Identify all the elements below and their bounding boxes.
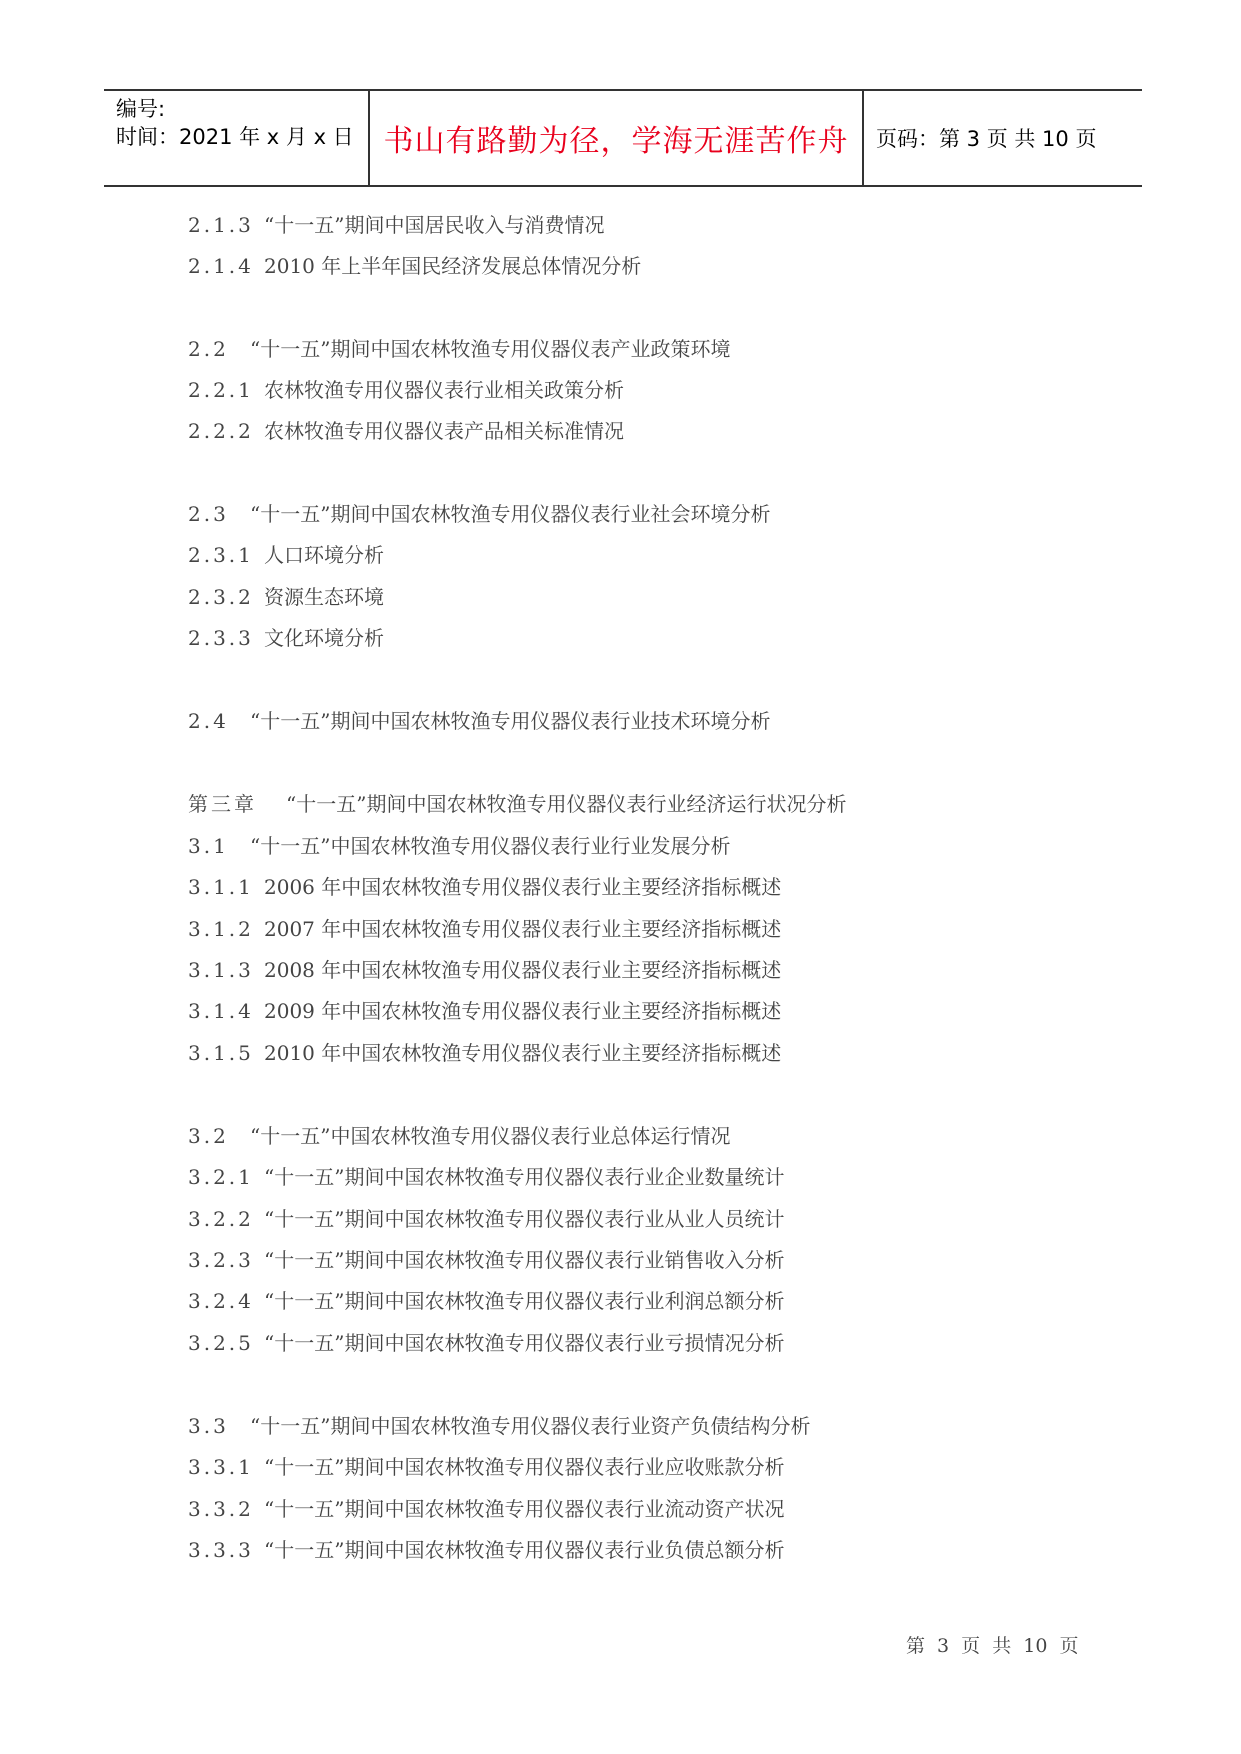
toc-entry-number: 3.1.2 [188,917,254,941]
toc-entry-title: “十一五”期间中国农林牧渔专用仪器仪表行业企业数量统计 [264,1165,785,1189]
toc-entry [188,1122,730,1150]
toc-entry [188,873,781,901]
toc-entry [188,541,384,569]
toc-entry [188,1412,810,1440]
toc-entry [188,376,624,404]
toc-entry-title: “十一五”期间中国农林牧渔专用仪器仪表行业应收账款分析 [264,1455,785,1479]
toc-entry [188,1495,784,1523]
toc-entry [188,1039,781,1067]
toc-entry-title: “十一五”期间中国农林牧渔专用仪器仪表产业政策环境 [250,337,731,361]
toc-entry-number: 第三章 [188,792,257,816]
toc-entry [188,1536,784,1564]
toc-entry [188,956,781,984]
toc-entry-number: 2.2 [188,337,229,361]
toc-entry-number: 3.2.5 [188,1331,254,1355]
toc-entry-number: 2.3.1 [188,543,254,567]
toc-entry-title: “十一五”期间中国农林牧渔专用仪器仪表行业资产负债结构分析 [250,1414,811,1438]
toc-entry-number: 2.3.3 [188,626,254,650]
toc-entry [188,1163,784,1191]
toc-entry-number: 3.2.1 [188,1165,254,1189]
toc-entry-number: 3.1.5 [188,1041,254,1065]
toc-entry-title: 2007 年中国农林牧渔专用仪器仪表行业主要经济指标概述 [264,917,782,941]
header-motto: 书山有路勤为径，学海无涯苦作舟 [383,124,849,159]
toc-entry [188,417,624,445]
page-footer-number: 第 3 页 共 10 页 [906,1635,1079,1657]
toc-entry [188,707,770,735]
toc-entry-number: 3.2.3 [188,1248,254,1272]
toc-entry-title: “十一五”期间中国农林牧渔专用仪器仪表行业销售收入分析 [264,1248,785,1272]
toc-entry-number: 3.3.2 [188,1497,254,1521]
toc-entry [188,1246,784,1274]
toc-entry-title: “十一五”期间中国农林牧渔专用仪器仪表行业利润总额分析 [264,1289,785,1313]
toc-entry [188,211,604,239]
toc-entry [188,1329,784,1357]
toc-entry [188,832,730,860]
toc-entry-number: 3.3 [188,1414,229,1438]
toc-entry-number: 3.3.1 [188,1455,254,1479]
toc-entry-title: 2010 年上半年国民经济发展总体情况分析 [264,254,642,278]
toc-entry-title: “十一五”期间中国农林牧渔专用仪器仪表行业经济运行状况分析 [286,792,847,816]
document-code-label: 编号: [116,97,166,121]
toc-entry-title: 农林牧渔专用仪器仪表行业相关政策分析 [264,378,624,402]
toc-entry-number: 2.3 [188,502,229,526]
toc-entry-number: 3.3.3 [188,1538,254,1562]
toc-entry-number: 3.1.3 [188,958,254,982]
toc-entry-title: “十一五”中国农林牧渔专用仪器仪表行业行业发展分析 [250,834,731,858]
toc-entry-number: 2.2.1 [188,378,254,402]
toc-entry-title: 2009 年中国农林牧渔专用仪器仪表行业主要经济指标概述 [264,999,782,1023]
toc-entry-number: 3.1.1 [188,875,254,899]
toc-entry-number: 3.2 [188,1124,229,1148]
toc-entry-number: 2.4 [188,709,229,733]
toc-entry [188,500,770,528]
toc-entry-title: “十一五”期间中国农林牧渔专用仪器仪表行业流动资产状况 [264,1497,785,1521]
toc-entry [188,252,641,280]
toc-entry-title: “十一五”中国农林牧渔专用仪器仪表行业总体运行情况 [250,1124,731,1148]
toc-entry-title: 2008 年中国农林牧渔专用仪器仪表行业主要经济指标概述 [264,958,782,982]
toc-entry-title: “十一五”期间中国农林牧渔专用仪器仪表行业负债总额分析 [264,1538,785,1562]
toc-entry [188,335,730,363]
toc-entry-title: 农林牧渔专用仪器仪表产品相关标准情况 [264,419,624,443]
toc-entry-number: 3.2.4 [188,1289,254,1313]
toc-entry-number: 3.1 [188,834,229,858]
toc-entry [188,583,384,611]
toc-entry-number: 2.2.2 [188,419,254,443]
toc-entry-title: 人口环境分析 [264,543,384,567]
toc-entry-number: 3.1.4 [188,999,254,1023]
toc-entry-title: 文化环境分析 [264,626,384,650]
header-page-cell [864,91,1142,185]
toc-entry-number: 2.1.4 [188,254,254,278]
toc-entry-title: 资源生态环境 [264,585,384,609]
toc-entry [188,790,846,818]
toc-entry-title: “十一五”期间中国农林牧渔专用仪器仪表行业社会环境分析 [250,502,771,526]
page-header [104,89,1142,187]
toc-entry-title: “十一五”期间中国农林牧渔专用仪器仪表行业从业人员统计 [264,1207,785,1231]
document-date-label: 时间：2021 年 x 月 x 日 [116,125,354,149]
toc-entry [188,624,384,652]
toc-entry [188,997,781,1025]
toc-entry-title: 2010 年中国农林牧渔专用仪器仪表行业主要经济指标概述 [264,1041,782,1065]
toc-entry-title: 2006 年中国农林牧渔专用仪器仪表行业主要经济指标概述 [264,875,782,899]
header-page-number: 页码：第 3 页 共 10 页 [876,127,1097,151]
toc-entry-title: “十一五”期间中国居民收入与消费情况 [264,213,605,237]
toc-entry-title: “十一五”期间中国农林牧渔专用仪器仪表行业亏损情况分析 [264,1331,785,1355]
toc-entry [188,915,781,943]
header-motto-cell [370,91,864,185]
toc-entry-number: 2.1.3 [188,213,254,237]
toc-entry [188,1453,784,1481]
toc-entry-number: 3.2.2 [188,1207,254,1231]
toc-entry [188,1287,784,1315]
toc-entry-number: 2.3.2 [188,585,254,609]
toc-entry-title: “十一五”期间中国农林牧渔专用仪器仪表行业技术环境分析 [250,709,771,733]
header-meta-cell [104,91,370,185]
toc-entry [188,1205,784,1233]
